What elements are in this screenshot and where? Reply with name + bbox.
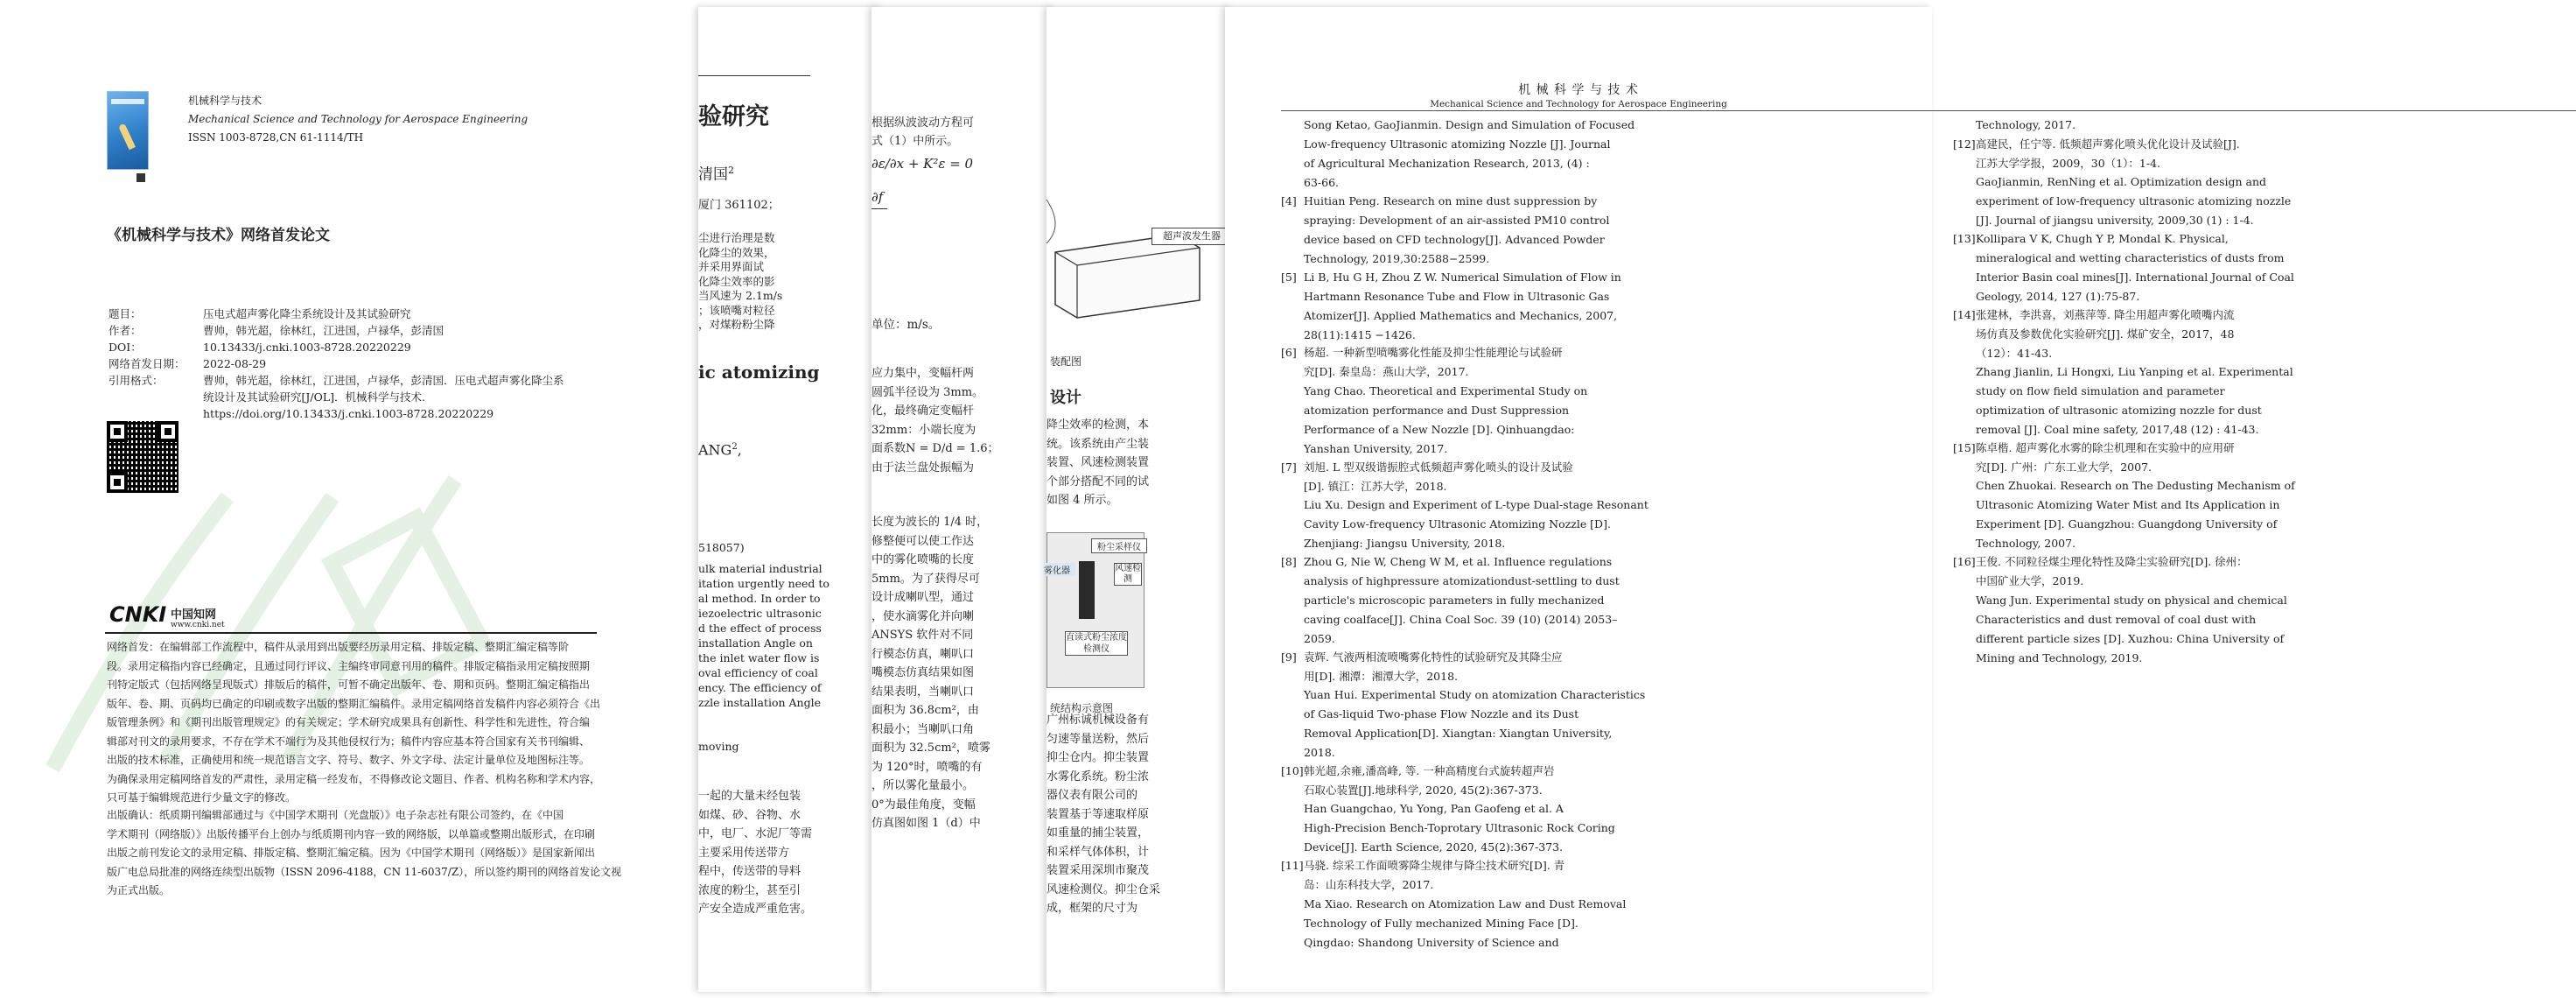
nozzle-assembly-figure — [1046, 112, 1232, 331]
text-line: zzle installation Angle — [698, 696, 821, 709]
reference-entry — [1281, 192, 1815, 269]
reference-entry — [1281, 799, 1815, 857]
fig2-dark-block — [1079, 561, 1095, 619]
reference-line: caving coalface[J]. China Coal Soc. 39 (10) (2014) 2053– — [1304, 613, 1618, 627]
text-line: 化降尘效率的影 — [698, 274, 775, 288]
reference-entry — [1953, 591, 2487, 668]
reference-entry — [1953, 476, 2487, 553]
text-line: 主要采用传送带方 — [698, 846, 790, 860]
reference-line: Technology, 2019,30:2588−2599. — [1304, 251, 1490, 265]
meta-label: 引用格式： — [108, 374, 164, 387]
reference-line: Ultrasonic Atomizing Water Mist and Its Application in — [1976, 498, 2280, 512]
text-line: 出版确认：纸质期刊编辑部通过与《中国学术期刊（光盘版）》电子杂志社有限公司签约，在《中国 — [107, 809, 564, 821]
text-line: iezoelectric ultrasonic — [698, 607, 822, 620]
text-line: 版年、卷、期、页码均已确定的印刷或数字出版的整期汇编稿件。录用定稿网络首发稿件内容必须符合《出 — [107, 697, 601, 710]
text-line: 嘴模态仿真结果如图 — [872, 666, 975, 679]
reference-line: 张建林，李洪喜，刘燕萍等. 降尘用超声雾化喷嘴内流 — [1976, 308, 2235, 321]
text-line: ，对煤粉粉尘降 — [698, 318, 775, 331]
reference-entry — [1953, 229, 2487, 306]
text-line: 长度为波长的 1/4 时， — [872, 516, 989, 529]
reference-line: 杨超. 一种新型喷嘴雾化性能及抑尘性能理论与试验研 — [1304, 346, 1563, 360]
text-line: al method. In order to — [698, 592, 821, 605]
reference-line: 王俊. 不同粒径煤尘理化特性及降尘实验研究[D]. 徐州： — [1976, 555, 2248, 569]
meta-label: 作者： — [108, 324, 142, 337]
reference-entry — [1281, 458, 1815, 496]
page-3-horn-design — [872, 7, 1055, 992]
text-line: 化降尘的效果， — [698, 245, 775, 259]
reference-line: Li B, Hu G H, Zhou Z W. Numerical Simulation of Flow in — [1304, 270, 1621, 284]
reference-line: 究[D]. 广州：广东工业大学，2007. — [1976, 460, 2152, 474]
reference-number: [9] — [1281, 650, 1297, 664]
reference-line: Wang Jun. Experimental study on physical and chemical — [1976, 593, 2287, 607]
meta-value: 10.13433/j.cnki.1003-8728.20220229 — [203, 341, 411, 354]
text-line: 统。该系统由产尘装 — [1046, 437, 1150, 451]
unit-note: 单位：m/s。 — [872, 318, 941, 332]
reference-line: of Gas-liquid Two-phase Flow Nozzle and its Dust — [1304, 707, 1579, 720]
qr-finder-tr — [158, 421, 178, 442]
text-line: the inlet water flow is — [698, 651, 820, 664]
reference-line: device based on CFD technology[J]. Advanced Powder — [1304, 232, 1605, 246]
fraction-rule — [872, 208, 887, 209]
reference-line: 陈卓楷. 超声雾化水雾的除尘机理和在实验中的应用研 — [1976, 440, 2235, 454]
text-line: 降尘效率的检测，本 — [1046, 418, 1150, 432]
meta-value: 曹帅，韩光超，徐林红，江进国，卢禄华，彭清国．压电式超声雾化降尘系 — [203, 374, 564, 387]
text-line: 修整便可以使工作达 — [872, 534, 975, 548]
rocket-icon — [118, 123, 136, 151]
reference-line: of Agricultural Mechanization Research, 2013, (4) : — [1304, 157, 1590, 170]
text-line: 一起的大量未经包装 — [698, 790, 802, 803]
reference-line: 江苏大学学报，2009，30（1）：1-4. — [1976, 156, 2161, 170]
reference-line: spraying: Development of an air-assisted PM10 control — [1304, 213, 1610, 227]
reference-line: 韩光超,余雍,潘高峰, 等. 一种高精度台式旋转超声岩 — [1304, 763, 1555, 777]
reference-number: [13] — [1953, 232, 1976, 246]
author-frag-text: 清国 — [698, 165, 728, 184]
text-line: 网络首发：在编辑部工作流程中，稿件从录用到出版要经历录用定稿、排版定稿、整期汇编定稿等阶 — [107, 641, 570, 653]
figure1-caption-frag: 装配图 — [1050, 355, 1082, 368]
reference-entry — [1953, 439, 2487, 477]
meta-label: DOI： — [108, 341, 142, 354]
reference-number: [16] — [1953, 555, 1976, 569]
reference-entry — [1281, 382, 1815, 459]
journal-cover-image — [107, 91, 149, 170]
text-line: d the effect of process — [698, 622, 822, 635]
reference-line: study on flow field simulation and parameter — [1976, 384, 2225, 398]
text-line: 积最小；当喇叭口角 — [872, 722, 975, 736]
text-line: 版管理条例》和《期刊出版管理规定》的有关规定；学术研究成果具有创新性、科学性和先进性，符合编 — [107, 716, 591, 728]
reference-line: Kollipara V K, Chugh Y P, Mondal K. Physical, — [1976, 232, 2229, 246]
reference-line: 马骁. 综采工作面喷雾降尘规律与降尘技术研究[D]. 青 — [1304, 859, 1565, 873]
text-line: 成，框架的尺寸为 — [1046, 902, 1138, 915]
page5-header — [1225, 81, 1932, 109]
reference-line: Atomizer[J]. Applied Mathematics and Mechanics, 2007, — [1304, 308, 1618, 322]
text-line: 出版之前刊发论文的录用定稿、排版定稿、整期汇编定稿。因为《中国学术期刊（网络版）》是国家新闻出 — [107, 847, 596, 859]
fig2-label-a: 粉尘采样仪 — [1091, 538, 1147, 553]
text-line: ANSYS 软件对不同 — [872, 629, 974, 642]
reference-entry — [1281, 116, 1815, 193]
text-line: 个部分搭配不同的试 — [1046, 474, 1150, 488]
text-line: 如重量的捕尘装置， — [1046, 826, 1150, 840]
reference-line: Geology, 2014, 127 (1):75-87. — [1976, 290, 2140, 304]
reference-line: Technology of Fully mechanized Mining Face [D]. — [1304, 916, 1578, 930]
page-1-cnki-notice — [0, 7, 700, 992]
generator-label: 超声波发生器 — [1152, 228, 1232, 245]
reference-entry — [1281, 268, 1815, 345]
reference-entry — [1281, 856, 1815, 895]
reference-line: 中国矿业大学，2019. — [1976, 574, 2084, 588]
meta-label: 题目： — [108, 307, 142, 320]
text-line: 抑尘仓内。抑尘装置 — [1046, 751, 1150, 764]
reference-line: particle's microscopic parameters in fully mechanized — [1304, 594, 1605, 608]
text-line: 只可基于编辑规范进行少量文字的修改。 — [107, 791, 297, 804]
text-line: ency. The efficiency of — [698, 681, 822, 694]
reference-entry — [1281, 895, 1815, 952]
reference-line: Experiment [D]. Guangzhou: Guangdong University of — [1976, 517, 2278, 531]
text-line: ulk material industrial — [698, 562, 822, 575]
reference-entry — [1953, 362, 2487, 439]
title-rule — [698, 75, 810, 76]
english-author-frag-text: ANG — [698, 441, 732, 459]
header-rule — [1281, 110, 2576, 111]
text-line: 和采样气体体积，计 — [1046, 845, 1150, 859]
reference-line: Technology, 2017. — [1976, 118, 2076, 131]
reference-line: Mining and Technology, 2019. — [1976, 650, 2143, 664]
reference-line: 袁辉. 气液两相流喷嘴雾化特性的试验研究及其降尘应 — [1304, 650, 1563, 664]
text-line: 行模态仿真，喇叭口 — [872, 647, 975, 661]
text-line: 当风速为 2.1m/s — [698, 289, 783, 302]
reference-line: 2059. — [1304, 632, 1335, 646]
cnki-url: www.cnki.net — [171, 621, 225, 629]
reference-line: different particle sizes [D]. Xuzhou: China University of — [1976, 631, 2285, 645]
text-line: 设计成喇叭型，通过 — [872, 591, 975, 604]
text-line: 为确保录用定稿网络首发的严肃性，录用定稿一经发布，不得修改论文题目、作者、机构名称和学术内容， — [107, 772, 601, 785]
text-line: 根据纵波波动方程可 — [872, 116, 975, 130]
cite-line: 统设计及其试验研究[J/OL]．机械科学与技术. — [203, 390, 425, 404]
text-line: 为 120°时，喷嘴的有 — [872, 760, 983, 774]
reference-number: [5] — [1281, 270, 1297, 284]
meta-label: 网络首发日期： — [108, 357, 186, 370]
text-line: 结果表明，当喇叭口 — [872, 685, 975, 699]
equation-1: ∂ε/∂x + K²ε = 0 — [872, 156, 974, 172]
text-line: 面系数N = D/d = 1.6； — [872, 442, 999, 455]
reference-line: Zhang Jianlin, Li Hongxi, Liu Yanping et al. Experimental — [1976, 365, 2293, 379]
reference-line: 究[D]. 秦皇岛：燕山大学，2017. — [1304, 365, 1469, 379]
reference-line: Han Guangchao, Yu Yong, Pan Gaofeng et al. A — [1304, 802, 1564, 816]
reference-entry — [1953, 135, 2487, 173]
text-line: 广州标诚机械设备有 — [1046, 713, 1150, 727]
text-line: 匀速等量送粉，然后 — [1046, 732, 1150, 746]
text-line: ；该喷嘴对粒径 — [698, 303, 775, 317]
keywords-frag: moving — [698, 740, 739, 753]
reference-line: Zhou G, Nie W, Cheng W M, et al. Influence regulations — [1304, 555, 1613, 569]
qr-finder-bl — [107, 472, 128, 493]
reference-line: removal [J]. Coal mine safety, 2017,48 (12) : 41-43. — [1976, 423, 2259, 437]
fig2-label-d: 直读式粉尘浓度检测仪 — [1066, 633, 1127, 654]
cnki-brand: 中国知网 — [171, 608, 217, 622]
reference-line: 石取心装置[J].地球科学, 2020, 45(2):367-373. — [1304, 783, 1543, 797]
text-line: 0°为最佳角度，变幅 — [872, 798, 976, 812]
text-line: installation Angle on — [698, 636, 813, 650]
meta-value: 压电式超声雾化降尘系统设计及其试验研究 — [203, 307, 411, 320]
reference-line: Device[J]. Earth Science, 2020, 45(2):367-373. — [1304, 840, 1564, 854]
reference-line: Interior Basin coal mines[J]. International Journal of Coal — [1976, 271, 2294, 285]
text-line: 尘进行治理是数 — [698, 231, 775, 244]
reference-number: [8] — [1281, 555, 1297, 569]
reference-line: Zhenjiang: Jiangsu University, 2018. — [1304, 537, 1506, 550]
cover-title-band — [111, 99, 144, 104]
reference-line: High-Precision Bench-Toprotary Ultrasonic Rock Coring — [1304, 821, 1615, 835]
reference-line: （12）：41-43. — [1976, 347, 2053, 360]
text-line: 中的雾化喷嘴的长度 — [872, 553, 975, 566]
reference-line: Performance of a New Nozzle [D]. Qinhuangdao: — [1304, 422, 1575, 436]
reference-line: 63-66. — [1304, 176, 1340, 189]
cnki-logo-mark: CNKI — [109, 602, 167, 627]
reference-line: experiment of low-frequency ultrasonic atomizing nozzle — [1976, 194, 2292, 208]
text-line: 5mm。为了获得尽可 — [872, 572, 980, 586]
text-line: 程中，传送带的导料 — [698, 865, 802, 878]
equation-frag: ∂f — [872, 189, 884, 205]
page-4-system-design — [1046, 7, 1232, 992]
page-5-references — [1225, 7, 2295, 992]
section-title-frag: 设计 — [1050, 389, 1082, 407]
notice-rule — [105, 632, 597, 634]
figure2-caption-frag: 统结构示意图 — [1050, 702, 1114, 714]
text-line: 中，电厂、水泥厂等需 — [698, 827, 813, 840]
journal-name-en: Mechanical Science and Technology for Aerospace Engineering — [188, 113, 528, 125]
reference-line: Low-frequency Ultrasonic atomizing Nozzle [J]. Journal — [1304, 137, 1611, 151]
text-line: 装置采用深圳市聚茂 — [1046, 864, 1150, 877]
text-line: 水雾化系统。粉尘浓 — [1046, 770, 1150, 784]
reference-entry — [1953, 552, 2487, 591]
reference-number: [7] — [1281, 460, 1297, 474]
text-line: 如煤、砂、谷物、水 — [698, 808, 802, 822]
affiliation-frag: 厦门 361102； — [698, 199, 780, 212]
reference-number: [4] — [1281, 193, 1297, 207]
text-line: 学术期刊（网络版）》出版传播平台上创办与纸质期刊内容一致的网络版，以单篇或整期出版形式，在印刷 — [107, 827, 596, 840]
text-line: 应力集中，变幅杆两 — [872, 367, 975, 380]
fig2-label-c: 风速检测 — [1115, 564, 1141, 584]
text-line: 如图 4 所示。 — [1046, 494, 1118, 507]
text-line: 面积为 36.8cm²，由 — [872, 704, 979, 717]
reference-line: 28(11):1415 −1426. — [1304, 327, 1416, 341]
text-line: 装置、风速检测装置 — [1046, 456, 1150, 469]
reference-line: 场仿真及参数优化实验研究[J]. 煤矿安全，2017，48 — [1976, 327, 2235, 341]
text-line: 仿真图如图 1（d）中 — [872, 817, 981, 830]
text-line: 由于法兰盘处振幅为 — [872, 460, 975, 474]
english-title-frag: ic atomizing — [698, 362, 820, 383]
page5-header-cn: 机 械 科 学 与 技 术 — [1518, 83, 1639, 97]
fig2-label-b: 雾化器 — [1044, 563, 1075, 576]
reference-entry — [1281, 685, 1815, 763]
reference-line: 刘旭. L 型双级谐振腔式低频超声雾化喷头的设计及试验 — [1304, 460, 1573, 474]
qr-code — [107, 421, 178, 493]
title-frag: 验研究 — [698, 103, 769, 130]
reference-line: GaoJianmin, RenNing et al. Optimization design and — [1976, 175, 2267, 189]
qr-finder-tl — [107, 421, 128, 442]
reference-line: Ma Xiao. Research on Atomization Law and Dust Removal — [1304, 896, 1627, 910]
text-line: 器仪表有限公司的 — [1046, 789, 1138, 802]
text-line: 辑部对刊文的录用要求，不存在学术不端行为及其他侵权行为；稿件内容应基本符合国家有关书刊编辑、 — [107, 734, 591, 748]
reference-number: [6] — [1281, 346, 1297, 360]
test-system-figure — [1046, 532, 1144, 688]
page-heading: 《机械科学与技术》网络首发论文 — [107, 227, 330, 244]
reference-line: Characteristics and dust removal of coal dust with — [1976, 612, 2257, 626]
text-line: 32mm：小端长度为 — [872, 423, 976, 437]
text-line: 式（1）中所示。 — [872, 135, 959, 148]
text-line: oval efficiency of coal — [698, 666, 818, 679]
text-line: 刊特定版式（包括网络呈现版式）排版后的稿件，可暂不确定出版年、卷、期和页码。整期汇编定稿指出 — [107, 678, 591, 691]
reference-line: Yuan Hui. Experimental Study on atomization Characteristics — [1304, 688, 1646, 701]
journal-issn: ISSN 1003-8728,CN 61-1114/TH — [188, 131, 364, 144]
english-author-frag: ANG$^2$, — [698, 441, 742, 459]
text-line: ，所以雾化量最小。 — [872, 779, 975, 792]
reference-line: analysis of highpressure atomizationdust-settling to dust — [1304, 574, 1620, 588]
text-line: 装置基于等速取样原 — [1046, 807, 1150, 821]
reference-line: 用[D]. 湘潭：湘潭大学，2018. — [1304, 669, 1459, 683]
reference-line: Yanshan University, 2017. — [1304, 441, 1448, 455]
reference-line: Huitian Peng. Research on mine dust suppression by — [1304, 193, 1598, 207]
reference-line: [D]. 镇江：江苏大学，2018. — [1304, 479, 1447, 493]
reference-entry — [1281, 343, 1815, 382]
reference-entry — [1281, 762, 1815, 800]
reference-number: [15] — [1953, 440, 1976, 454]
reference-line: Yang Chao. Theoretical and Experimental Study on — [1304, 383, 1588, 397]
text-line: ，使水滴雾化并向喇 — [872, 609, 975, 623]
text-line: 版广电总局批准的网络连续型出版物（ISSN 2096-4188，CN 11-6037/Z），所以签约期刊的网络首发论文视 — [107, 865, 622, 878]
english-zip-frag: 518057) — [698, 541, 745, 554]
reference-number: [11] — [1281, 859, 1304, 873]
text-line: 产安全造成严重危害。 — [698, 903, 813, 916]
reference-line: atomization performance and Dust Suppression — [1304, 403, 1570, 417]
text-line: 段。录用定稿指内容已经确定，且通过同行评议、主编终审同意刊用的稿件。排版定稿指录用定稿按照期 — [107, 659, 591, 672]
reference-entry — [1953, 306, 2487, 363]
reference-line: 2018. — [1304, 746, 1335, 759]
reference-line: mineralogical and wetting characteristics of dusts from — [1976, 251, 2285, 265]
text-line: 风速检测仪。抑尘仓采 — [1046, 882, 1161, 896]
cover-qr-small — [136, 173, 145, 182]
journal-name-cn: 机械科学与技术 — [188, 95, 262, 107]
text-line: itation urgently need to — [698, 577, 830, 590]
reference-line: Technology, 2007. — [1976, 537, 2076, 551]
reference-entry — [1953, 172, 2487, 230]
reference-line: optimization of ultrasonic atomizing nozzle for dust — [1976, 404, 2262, 418]
reference-line: 高建民，任宁等. 低频超声雾化喷头优化设计及试验[J]. — [1976, 137, 2240, 151]
reference-entry — [1953, 116, 2487, 135]
reference-line: 岛：山东科技大学，2017. — [1304, 878, 1434, 892]
text-line: 出版的技术标准，正确使用和统一规范语言文字、符号、数字、外文字母、法定计量单位及地图标注等。 — [107, 754, 591, 766]
meta-value: 2022-08-29 — [203, 357, 267, 370]
text-line: 面积为 32.5cm²，喷雾 — [872, 741, 990, 755]
reference-line: Hartmann Resonance Tube and Flow in Ultrasonic Gas — [1304, 289, 1610, 303]
reference-line: Liu Xu. Design and Experiment of L-type Dual-stage Resonant — [1304, 498, 1648, 511]
meta-value: 曹帅，韩光超，徐林红，江进国，卢禄华，彭清国 — [203, 324, 444, 337]
doi-link[interactable]: https://doi.org/10.13433/j.cnki.1003-8728.20220229 — [203, 407, 494, 420]
reference-number: [10] — [1281, 763, 1304, 777]
reference-line: [J]. Journal of jiangsu university, 2009,30 (1) : 1-4. — [1976, 214, 2254, 228]
text-line: 浓度的粉尘，甚至引 — [698, 883, 802, 897]
text-line: 为正式出版。 — [107, 884, 171, 896]
text-line: 化，最终确定变幅杆 — [872, 404, 975, 418]
reference-number: [14] — [1953, 308, 1976, 321]
page5-header-en: Mechanical Science and Technology for Aerospace Engineering — [1430, 99, 1727, 109]
reference-entry — [1281, 648, 1815, 686]
text-line: 并采用界面试 — [698, 260, 765, 273]
reference-number: [12] — [1953, 137, 1976, 151]
reference-line: Qingdao: Shandong University of Science and — [1304, 935, 1559, 949]
page-2-abstract — [698, 7, 882, 992]
text-line: 圆弧半径设为 3mm。 — [872, 385, 984, 399]
reference-entry — [1281, 552, 1815, 649]
reference-line: Song Ketao, GaoJianmin. Design and Simulation of Focused — [1304, 118, 1635, 131]
reference-line: Removal Application[D]. Xiangtan: Xiangtan University, — [1304, 727, 1613, 740]
reference-line: Chen Zhuokai. Research on The Dedusting Mechanism of — [1976, 479, 2295, 493]
reference-entry — [1281, 495, 1815, 553]
author-frag: 清国$^2$ — [698, 165, 734, 184]
reference-line: Cavity Low-frequency Ultrasonic Atomizing Nozzle [D]. — [1304, 517, 1611, 531]
